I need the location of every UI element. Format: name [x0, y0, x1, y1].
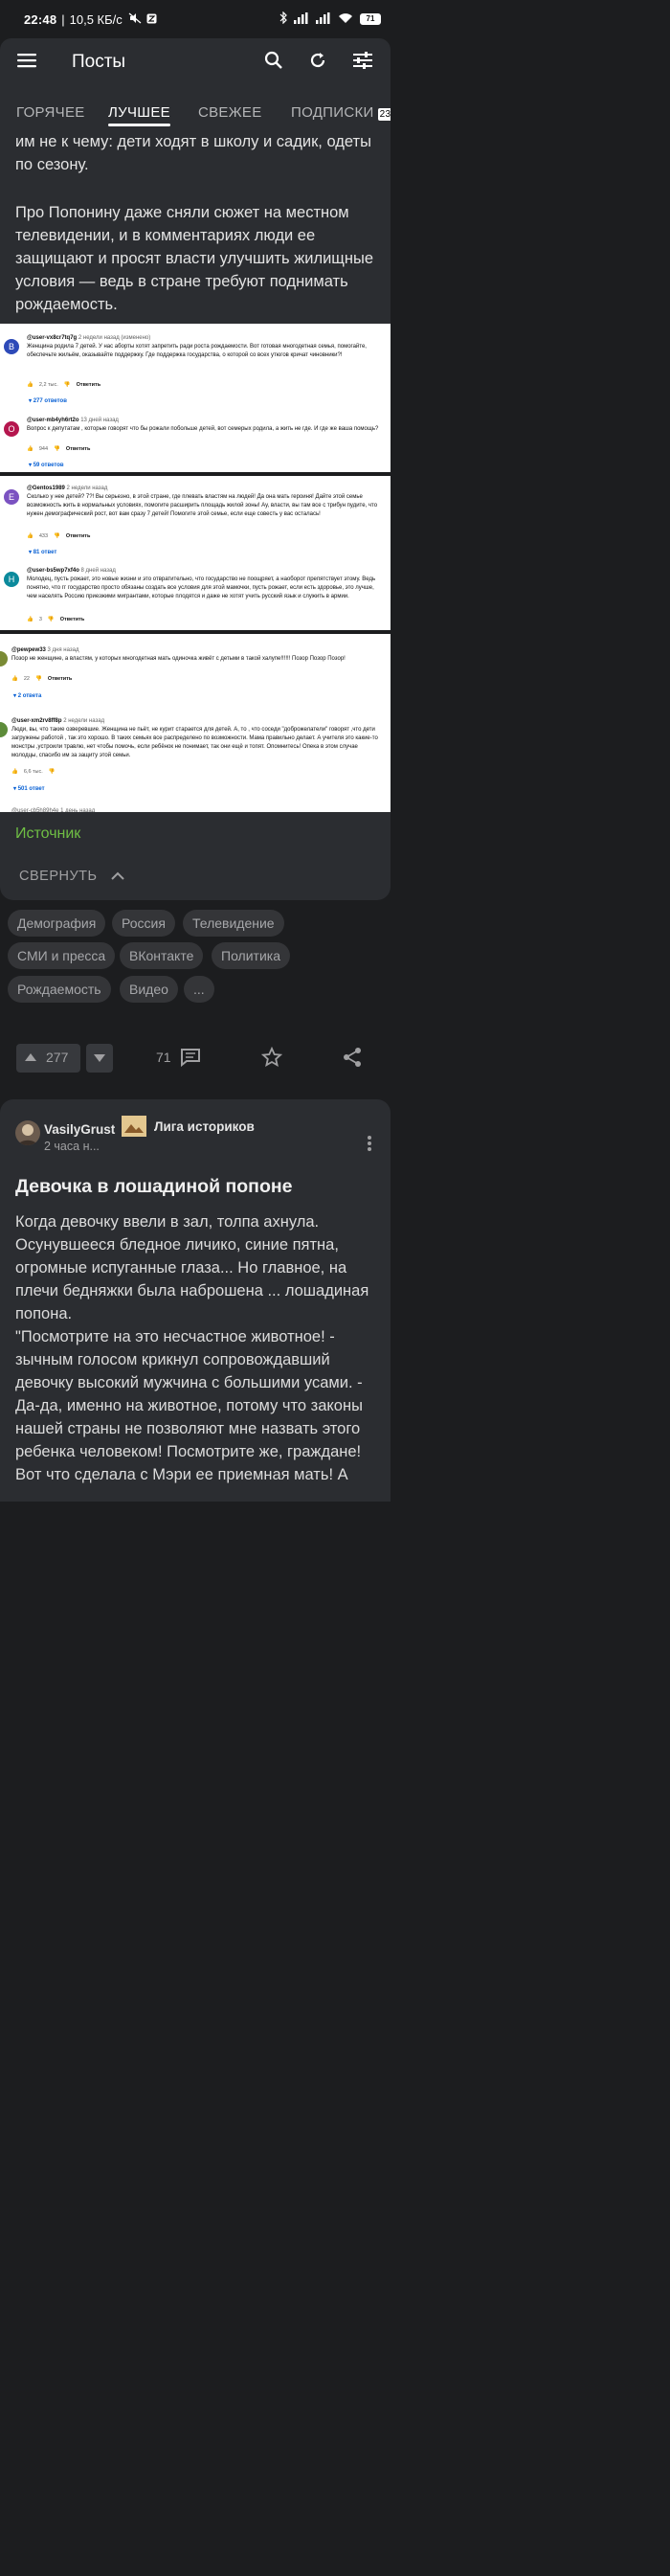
comment-time: 3 дня назад	[47, 647, 79, 653]
thumb-up-icon: 👍	[11, 676, 18, 682]
comments-button[interactable]	[156, 1048, 201, 1067]
post-actions	[0, 1039, 391, 1077]
collapse-button[interactable]	[19, 869, 124, 884]
tab-best[interactable]: ЛУЧШЕЕ	[108, 86, 170, 128]
comment-time: 8 дней назад	[80, 568, 116, 574]
replies-count: 277 ответов	[33, 398, 67, 404]
status-divider: |	[61, 11, 65, 27]
avatar	[0, 722, 8, 737]
comments-count: 71	[156, 1050, 171, 1065]
like-count: 944	[38, 446, 49, 452]
comment-meta	[11, 769, 56, 775]
tag-chip[interactable]: Россия	[112, 910, 175, 937]
star-icon[interactable]	[261, 1047, 282, 1073]
comment-username: @pewpew33	[11, 647, 46, 653]
cut-comment: @user-cb5h89h4e 1 день назад	[11, 808, 96, 812]
thumb-up-icon: 👍	[27, 382, 34, 388]
avatar: О	[4, 421, 19, 437]
thumb-up-icon: 👍	[11, 769, 18, 775]
comment-screenshot[interactable]	[0, 476, 391, 630]
signal-icon-2	[316, 12, 331, 27]
comment-text: Вопрос к депутатам , которые говорят что бы рожали побольше детей, вот семерых родила, а жить не где. И где же ваша помощь?	[27, 426, 379, 432]
thumb-down-icon: 👎	[54, 533, 60, 539]
comment-text: Позор не женщине, а властям, у которых многодетная мать одиночка живёт с детьми в такой халупе!!!!!! Позор Позор Позор!	[11, 656, 346, 662]
arrow-up-icon	[24, 1052, 37, 1062]
comment-time: 2 недели назад	[63, 718, 105, 724]
page-title: Посты	[72, 52, 126, 72]
upvote-button[interactable]	[16, 1044, 80, 1073]
tag-chip[interactable]: Видео	[120, 976, 178, 1003]
comment-text: Люди, вы, что такие озверевшие. Женщина не пьёт, не курит старается для детей. А, то , что соседи "доброжелатели" говорят ,что дети загружены работой , так это хорошо. В таких семьях все распределено по возможности. Мама правильно делает. А учителя это какие-то монстры ,устроили травлю, нет чтобы помочь, если ребёнок не понимает, так они ещё и топят. Опомнитесь! Опека в этом случае молодцы, спасибо им за защиту этой семьи.	[11, 727, 378, 758]
thumb-down-icon: 👎	[48, 769, 56, 775]
bluetooth-icon	[279, 11, 287, 27]
tab-hot[interactable]: ГОРЯЧЕЕ	[16, 104, 85, 121]
collapse-label: СВЕРНУТЬ	[19, 869, 98, 884]
thumb-up-icon: 👍	[27, 446, 34, 452]
mute-icon	[128, 12, 142, 27]
comment-username: @user-bs5wp7xf4o	[27, 568, 79, 574]
menu-icon[interactable]	[17, 53, 36, 73]
thumb-down-icon: 👎	[54, 446, 60, 452]
subscriptions-badge: 23	[378, 108, 391, 121]
post-title[interactable]: Девочка в лошадиной попоне	[15, 1176, 293, 1197]
post-paragraph: "Посмотрите на это несчастное животное! - зычным голосом крикнул сопровождавший девочку высокий мужчина с большими усами. - Да-да, именно на животное, потому что законы нашей страны не позволяют мне назвать этого ребенка человеком! Посмотрите же, граждане! Вот что сделала с Мэри ее приемная мать! А	[15, 1328, 363, 1483]
replies-link: ▾ 81 ответ	[29, 550, 57, 555]
like-count: 2,2 тыс.	[38, 382, 58, 388]
post-paragraph: Про Попонину даже сняли сюжет на местном телевидении, и в комментариях люди ее защищают и просят власти улучшить жилищные условия — ведь в стране требуют поднимать рождаемость.	[15, 204, 374, 313]
comment-user	[11, 647, 78, 653]
feed-tabs	[0, 86, 391, 128]
reply-button: Ответить	[59, 617, 85, 622]
post-paragraph: Когда девочку ввели в зал, толпа ахнула. Осунувшееся бледное личико, синие пятна, огромные испуганные глаза... Но главное, на плечи бедняжки была наброшена ... лошадиная попона.	[15, 1213, 369, 1322]
tag-chip[interactable]: Телевидение	[183, 910, 284, 937]
tab-fresh[interactable]: СВЕЖЕЕ	[198, 104, 262, 121]
comment-user	[27, 486, 107, 491]
comment-screenshot[interactable]	[0, 634, 391, 812]
comment-meta	[27, 382, 100, 388]
comment-time: 2 недели назад (изменено)	[78, 335, 151, 341]
tag-chip[interactable]: Политика	[212, 942, 290, 969]
avatar: Н	[4, 572, 19, 587]
replies-link: ▾ 2 ответа	[13, 693, 42, 699]
status-bar	[0, 0, 391, 38]
tab-subscriptions-label: ПОДПИСКИ	[291, 104, 374, 121]
refresh-icon[interactable]	[308, 51, 327, 75]
post-time: 2 часа н...	[44, 1140, 100, 1153]
comment-text: Женщина родила 7 детей. У нас аборты хотят запретить ради роста рождаемости. Вот готовая многодетная семья, помогайте, обеспечьте жильём, оказывайте поддержку. Где поддержка государства, о которой со всех утюгов кричат чиновники?!	[27, 344, 367, 358]
like-count: 433	[38, 533, 49, 539]
wifi-icon	[338, 12, 353, 27]
comment-meta	[27, 533, 90, 539]
reply-button: Ответить	[47, 676, 73, 682]
signal-icon	[294, 12, 309, 27]
thumb-down-icon: 👎	[34, 676, 42, 682]
comment-screenshot[interactable]	[0, 324, 391, 472]
vote-count: 277	[46, 1050, 69, 1065]
filter-settings-icon[interactable]	[352, 51, 373, 75]
comment-user	[27, 335, 150, 341]
tag-chip[interactable]: Демография	[8, 910, 105, 937]
replies-count: 59 ответов	[33, 463, 64, 468]
comment-time: 13 дней назад	[80, 418, 119, 423]
avatar	[0, 651, 8, 667]
thumb-down-icon: 👎	[47, 617, 55, 622]
post-card	[0, 128, 391, 900]
comment-meta	[27, 446, 90, 452]
comment-icon	[180, 1048, 201, 1067]
tag-chip[interactable]: ...	[184, 976, 214, 1003]
like-count: 3	[38, 617, 42, 622]
reply-button: Ответить	[65, 446, 91, 452]
app-bar	[0, 38, 391, 86]
downvote-button[interactable]	[86, 1044, 113, 1073]
avatar: E	[4, 489, 19, 505]
post-card	[0, 1099, 391, 1502]
post-author[interactable]: VasilyGrust	[44, 1122, 116, 1137]
chevron-up-icon	[111, 869, 124, 884]
replies-count: 2 ответа	[17, 693, 42, 699]
status-icons	[279, 11, 381, 27]
share-icon[interactable]	[343, 1047, 362, 1073]
tag-chip[interactable]: СМИ и пресса	[8, 942, 115, 969]
comment-time: 2 недели назад	[66, 486, 108, 491]
avatar[interactable]	[15, 1120, 40, 1145]
status-speed: 10,5 КБ/с	[69, 11, 123, 27]
comment-username: @user-vx8cr7tq7g	[27, 335, 78, 341]
like-count: 22	[23, 676, 30, 682]
tag-chip[interactable]: ВКонтакте	[120, 942, 203, 969]
comment-text: Сколько у нее детей? 7?! Вы серьезно, в этой стране, где плевать властям на людей! Да она мать героиня! Дайте этой семье возможность жить в нормальных условиях, помогите расширить площадь жилой зоны! Ау, власти, вы там все с трибун пудите, что нужен демографический рост, вот вам сразу 7 детей! Помогите этой семье, если еще совесть у вас осталась!	[27, 494, 378, 517]
replies-link: ▾ 59 ответов	[29, 463, 64, 468]
replies-link: ▾ 277 ответов	[29, 398, 67, 404]
comment-username: @user-mb4yh6rt2o	[27, 418, 79, 423]
battery-icon: 71	[360, 13, 381, 25]
replies-count: 81 ответ	[33, 550, 57, 555]
more-vertical-icon[interactable]	[367, 1135, 372, 1157]
comment-meta	[11, 676, 72, 682]
community-icon[interactable]	[122, 1116, 146, 1137]
comment-user	[27, 568, 116, 574]
reply-button: Ответить	[65, 533, 91, 539]
status-time: 22:48	[24, 11, 57, 27]
post-paragraph: им не к чему: дети ходят в школу и садик, одеты по сезону.	[15, 133, 371, 173]
replies-count: 501 ответ	[17, 786, 45, 792]
thumb-up-icon: 👍	[27, 533, 34, 539]
comment-username: @Gentos1989	[27, 486, 65, 491]
like-count: 6,6 тыс.	[23, 769, 43, 775]
avatar: В	[4, 339, 19, 354]
comment-text: Молодец, пусть рожает, это новые жизни и это отвратительно, что государство не поощряет, а наоборот препятствует этому. Ведь понятно, что гг государство просто обязаны создать все условия для этой мамочки, пусть рожает, если есть здоровье, это лучше, чем населять Россию приезжими мигрантами, которые плодятся и даже не хотят учить русский язык и служить в армии.	[27, 576, 376, 599]
tab-subscriptions[interactable]	[291, 86, 391, 128]
reply-button: Ответить	[76, 382, 101, 388]
comment-meta	[27, 617, 84, 622]
arrow-down-icon	[93, 1053, 106, 1063]
comment-user	[27, 418, 119, 423]
thumb-down-icon: 👎	[63, 382, 71, 388]
thumb-up-icon: 👍	[27, 617, 34, 622]
comment-username: @user-xm2rv8ff8p	[11, 718, 62, 724]
comment-user	[11, 718, 104, 724]
app-notification-icon	[146, 12, 157, 27]
search-icon[interactable]	[264, 51, 283, 75]
community-name[interactable]: Лига историков	[154, 1119, 255, 1134]
replies-link: ▾ 501 ответ	[13, 786, 45, 792]
tag-chip[interactable]: Рождаемость	[8, 976, 111, 1003]
source-link[interactable]: Источник	[15, 825, 81, 842]
